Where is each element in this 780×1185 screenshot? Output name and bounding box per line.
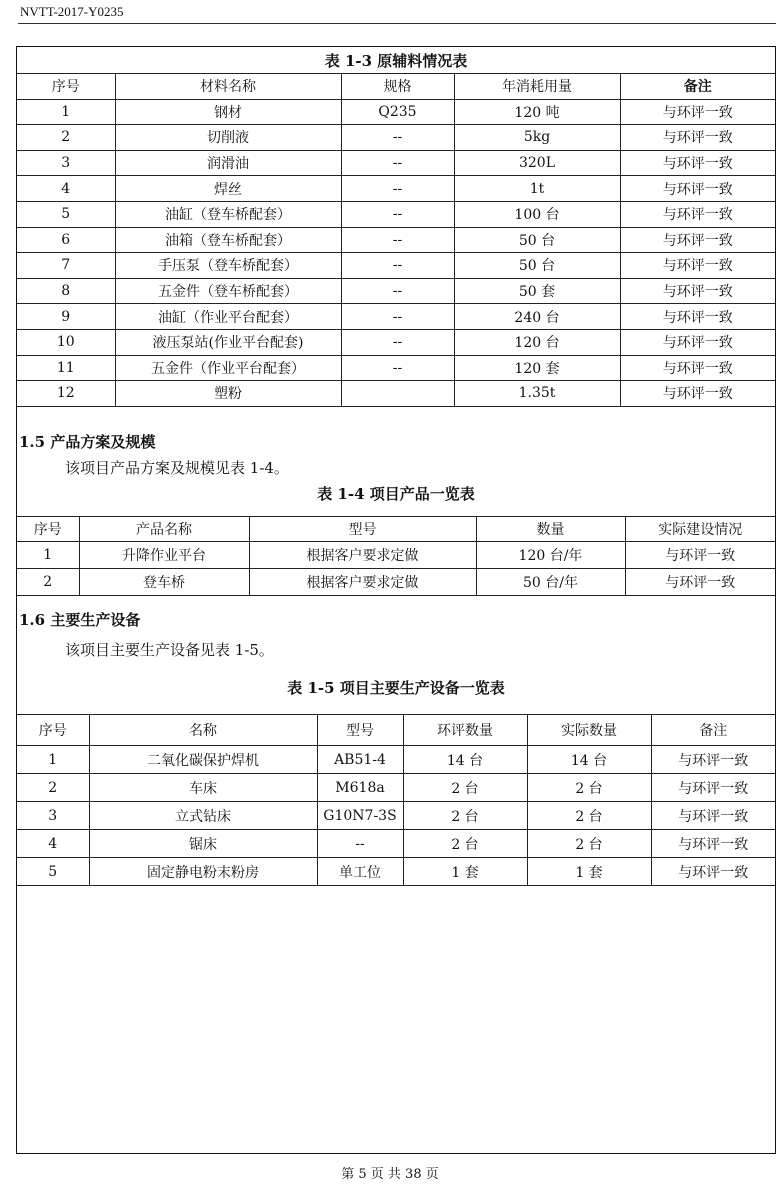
table-cell: -- xyxy=(341,176,454,202)
table-row xyxy=(17,746,775,774)
table-cell: 100 台 xyxy=(454,201,620,227)
table-cell: 焊丝 xyxy=(115,176,341,202)
table-cell: 与环评一致 xyxy=(620,329,775,355)
table-cell: 与环评一致 xyxy=(620,150,775,176)
table-caption: 表 1-5 项目主要生产设备一览表 xyxy=(287,679,505,697)
table-cell: G10N7-3S xyxy=(317,802,403,830)
table-cell: 与环评一致 xyxy=(620,278,775,304)
table-cell: 油箱（登车桥配套） xyxy=(115,227,341,253)
table-row xyxy=(17,253,775,279)
column-header: 实际数量 xyxy=(527,715,651,746)
table-cell: -- xyxy=(341,304,454,330)
table-cell: 与环评一致 xyxy=(651,746,775,774)
table-cell: 单工位 xyxy=(317,858,403,886)
table-cell: 11 xyxy=(17,355,115,381)
table-cell: 2 xyxy=(17,569,79,596)
table-cell: 3 xyxy=(17,802,89,830)
table-row xyxy=(17,278,775,304)
table-cell: 五金件（作业平台配套） xyxy=(115,355,341,381)
table-cell: 10 xyxy=(17,329,115,355)
column-header: 实际建设情况 xyxy=(625,517,775,542)
section-paragraph: 该项目产品方案及规模见表 1-4。 xyxy=(65,459,289,477)
table-cell: M618a xyxy=(317,774,403,802)
table-cell: 1 套 xyxy=(403,858,527,886)
table-row xyxy=(17,858,775,886)
table-row xyxy=(17,329,775,355)
table-cell: 50 套 xyxy=(454,278,620,304)
table-cell: 2 台 xyxy=(403,830,527,858)
section-heading: 1.6 主要生产设备 xyxy=(19,611,141,629)
column-header: 备注 xyxy=(620,74,775,100)
table-cell: 与环评一致 xyxy=(620,355,775,381)
table-row xyxy=(17,304,775,330)
column-header: 年消耗用量 xyxy=(454,74,620,100)
table-cell: 与环评一致 xyxy=(620,304,775,330)
table-cell: 50 台 xyxy=(454,253,620,279)
table-cell: 润滑油 xyxy=(115,150,341,176)
table-cell: 登车桥 xyxy=(79,569,249,596)
table-cell: 固定静电粉末粉房 xyxy=(89,858,317,886)
table-1-4 xyxy=(17,516,775,596)
table-cell: 与环评一致 xyxy=(651,802,775,830)
table-cell: 升降作业平台 xyxy=(79,542,249,569)
table-1-5 xyxy=(17,714,775,886)
table-row xyxy=(17,569,775,596)
table-cell: 2 台 xyxy=(527,774,651,802)
table-cell: 6 xyxy=(17,227,115,253)
table-cell: 与环评一致 xyxy=(620,176,775,202)
table-cell: 车床 xyxy=(89,774,317,802)
table-1-3 xyxy=(17,47,775,407)
column-header: 序号 xyxy=(17,517,79,542)
table-row xyxy=(17,542,775,569)
table-cell: 液压泵站(作业平台配套) xyxy=(115,329,341,355)
table-cell: 5kg xyxy=(454,125,620,151)
table-cell: 120 台/年 xyxy=(476,542,625,569)
header-rule xyxy=(18,23,776,24)
section-heading: 1.5 产品方案及规模 xyxy=(19,433,156,451)
table-cell: 与环评一致 xyxy=(620,227,775,253)
table-cell: -- xyxy=(341,201,454,227)
table-cell: 4 xyxy=(17,830,89,858)
table-cell: 9 xyxy=(17,304,115,330)
column-header: 名称 xyxy=(89,715,317,746)
table-cell: 手压泵（登车桥配套） xyxy=(115,253,341,279)
table-cell: 立式钻床 xyxy=(89,802,317,830)
section-paragraph: 该项目主要生产设备见表 1-5。 xyxy=(65,641,274,659)
table-cell: -- xyxy=(341,227,454,253)
table-cell: 五金件（登车桥配套） xyxy=(115,278,341,304)
table-cell: 2 台 xyxy=(403,802,527,830)
table-cell: 3 xyxy=(17,150,115,176)
table-cell: 1t xyxy=(454,176,620,202)
table-cell: Q235 xyxy=(341,99,454,125)
table-row xyxy=(17,830,775,858)
column-header: 数量 xyxy=(476,517,625,542)
table-cell: -- xyxy=(341,125,454,151)
table-cell: 4 xyxy=(17,176,115,202)
table-cell: 与环评一致 xyxy=(651,774,775,802)
table-cell: 120 吨 xyxy=(454,99,620,125)
table-cell: 1 xyxy=(17,99,115,125)
table-cell: 2 台 xyxy=(527,802,651,830)
column-header: 型号 xyxy=(317,715,403,746)
table-cell: 与环评一致 xyxy=(651,858,775,886)
table-row xyxy=(17,150,775,176)
table-cell: 12 xyxy=(17,381,115,407)
column-header: 序号 xyxy=(17,715,89,746)
table-row xyxy=(17,176,775,202)
table-cell: 与环评一致 xyxy=(651,830,775,858)
table-cell: 1 xyxy=(17,746,89,774)
table-cell: 1 套 xyxy=(527,858,651,886)
table-caption: 表 1-4 项目产品一览表 xyxy=(317,485,475,503)
table-row xyxy=(17,774,775,802)
column-header: 规格 xyxy=(341,74,454,100)
table-cell: 5 xyxy=(17,201,115,227)
table-body xyxy=(17,99,775,406)
column-header: 型号 xyxy=(249,517,476,542)
table-cell: 油缸（作业平台配套） xyxy=(115,304,341,330)
table-cell: 塑粉 xyxy=(115,381,341,407)
table-cell: 8 xyxy=(17,278,115,304)
table-row xyxy=(17,201,775,227)
table-cell: -- xyxy=(341,329,454,355)
table-row xyxy=(17,802,775,830)
column-header: 序号 xyxy=(17,74,115,100)
table-cell: -- xyxy=(341,355,454,381)
table-caption: 表 1-3 原辅料情况表 xyxy=(17,47,775,74)
table-cell: 与环评一致 xyxy=(625,569,775,596)
table-cell: 根据客户要求定做 xyxy=(249,569,476,596)
table-cell: 1 xyxy=(17,542,79,569)
table-cell: 50 台/年 xyxy=(476,569,625,596)
table-cell: -- xyxy=(341,150,454,176)
document-id: NVTT-2017-Y0235 xyxy=(20,4,124,19)
table-cell: 油缸（登车桥配套） xyxy=(115,201,341,227)
table-cell: 7 xyxy=(17,253,115,279)
table-cell: 与环评一致 xyxy=(620,201,775,227)
table-cell: 240 台 xyxy=(454,304,620,330)
table-cell: 5 xyxy=(17,858,89,886)
table-cell: 1.35t xyxy=(454,381,620,407)
table-cell: 与环评一致 xyxy=(620,381,775,407)
table-row xyxy=(17,381,775,407)
table-cell: 切削液 xyxy=(115,125,341,151)
table-cell: 二氧化碳保护焊机 xyxy=(89,746,317,774)
table-cell: -- xyxy=(317,830,403,858)
table-cell: 2 xyxy=(17,125,115,151)
table-cell: -- xyxy=(341,278,454,304)
column-header: 材料名称 xyxy=(115,74,341,100)
column-header: 环评数量 xyxy=(403,715,527,746)
table-cell: 与环评一致 xyxy=(625,542,775,569)
table-cell xyxy=(341,381,454,407)
content-frame xyxy=(16,46,776,1154)
table-row xyxy=(17,99,775,125)
table-cell: AB51-4 xyxy=(317,746,403,774)
table-cell: 2 xyxy=(17,774,89,802)
page-number: 第 5 页 共 38 页 xyxy=(341,1167,439,1182)
table-cell: 120 套 xyxy=(454,355,620,381)
table-body xyxy=(17,746,775,886)
table-cell: 320L xyxy=(454,150,620,176)
table-cell: 锯床 xyxy=(89,830,317,858)
table-cell: 14 台 xyxy=(403,746,527,774)
table-body xyxy=(17,542,775,596)
table-cell: 与环评一致 xyxy=(620,99,775,125)
table-cell: 2 台 xyxy=(403,774,527,802)
table-cell: 14 台 xyxy=(527,746,651,774)
table-cell: 根据客户要求定做 xyxy=(249,542,476,569)
table-cell: 2 台 xyxy=(527,830,651,858)
table-cell: 钢材 xyxy=(115,99,341,125)
table-cell: 与环评一致 xyxy=(620,253,775,279)
table-cell: 120 台 xyxy=(454,329,620,355)
table-row xyxy=(17,355,775,381)
table-row xyxy=(17,227,775,253)
column-header: 产品名称 xyxy=(79,517,249,542)
column-header: 备注 xyxy=(651,715,775,746)
table-cell: 50 台 xyxy=(454,227,620,253)
table-row xyxy=(17,125,775,151)
table-cell: -- xyxy=(341,253,454,279)
table-cell: 与环评一致 xyxy=(620,125,775,151)
